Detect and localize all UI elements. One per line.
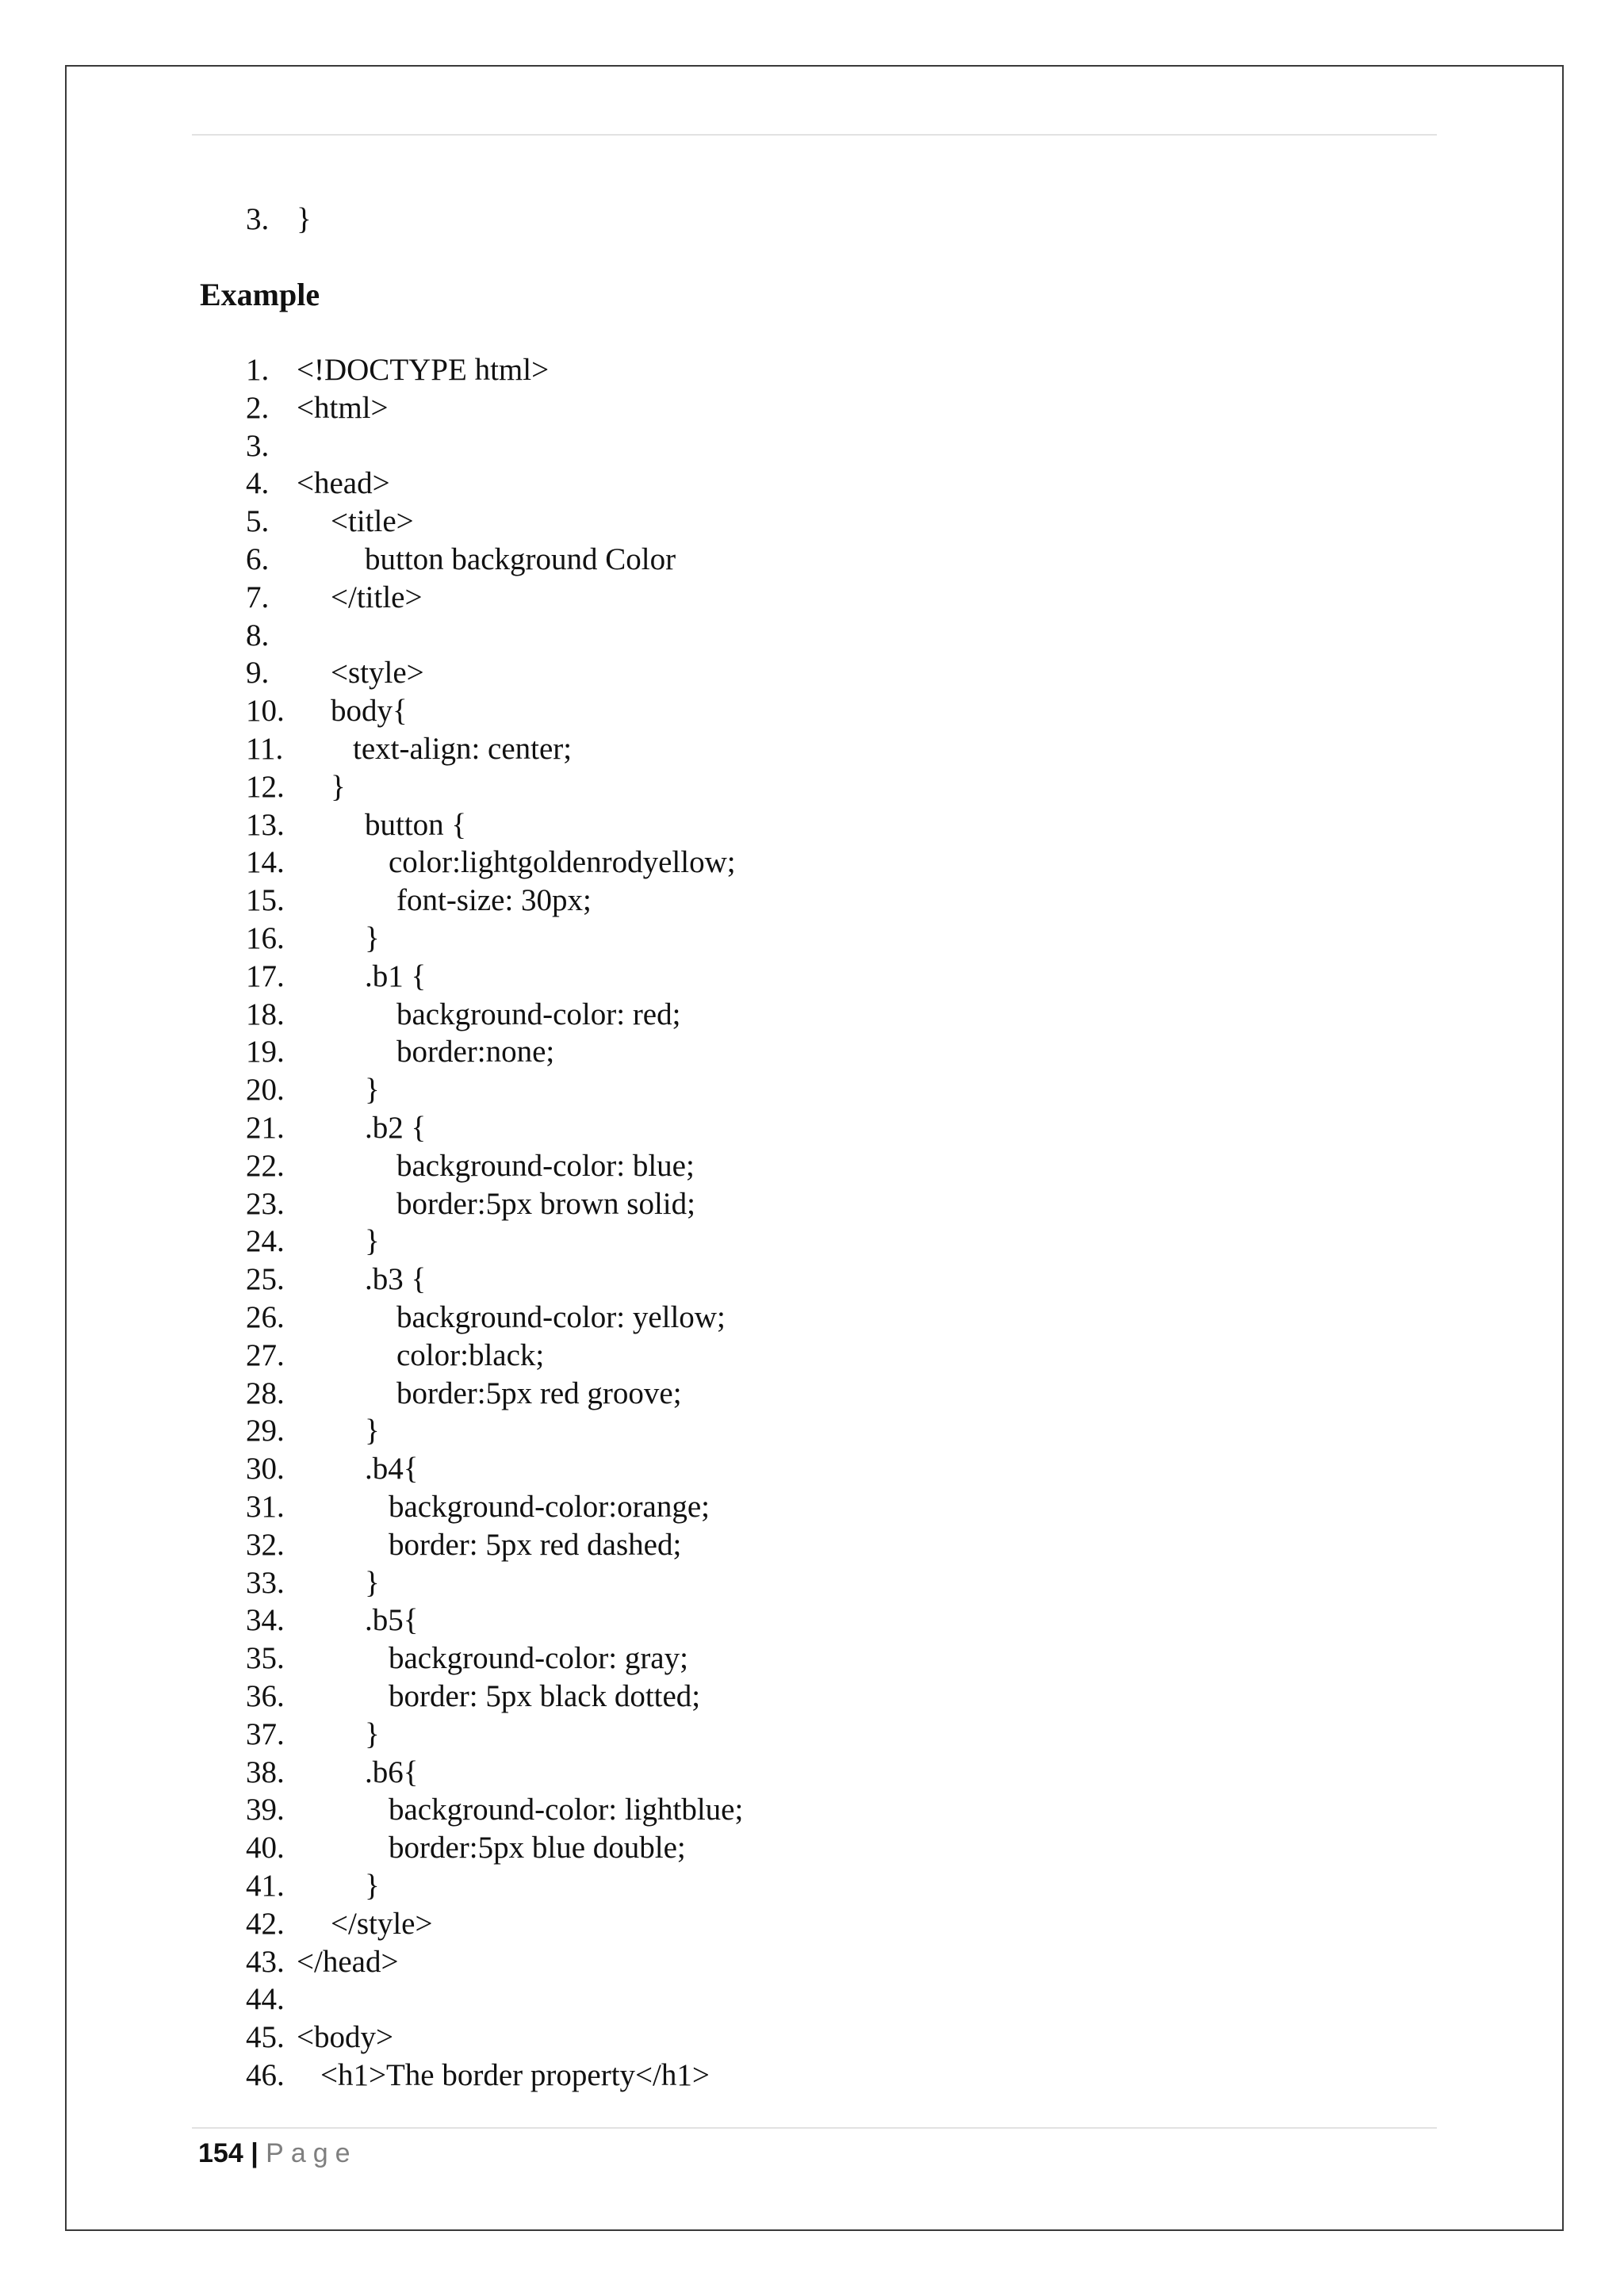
code-text: text-align: center; [353, 732, 573, 766]
footer-rule [192, 2127, 1437, 2129]
code-text: } [365, 1716, 380, 1751]
line-number: 7. [246, 580, 270, 614]
line-number: 21. [246, 1111, 285, 1145]
line-number: 36. [246, 1679, 285, 1713]
code-text: border:5px blue double; [389, 1831, 686, 1866]
code-text: <h1>The border property</h1> [320, 2058, 710, 2092]
code-text: <head> [297, 466, 390, 501]
line-number: 32. [246, 1527, 285, 1562]
code-text: <!DOCTYPE html> [297, 353, 550, 387]
line-number: 9. [246, 656, 270, 691]
line-number: 6. [246, 542, 270, 576]
code-text: </title> [331, 580, 423, 614]
code-text: } [365, 921, 380, 955]
code-text: } [365, 1073, 380, 1108]
line-number: 30. [246, 1452, 285, 1487]
page-label: Page [266, 2138, 358, 2168]
code-text: <body> [297, 2020, 393, 2055]
line-number: 3. [246, 202, 270, 236]
code-text: <html> [297, 390, 389, 425]
line-number: 20. [246, 1073, 285, 1108]
line-number: 44. [246, 1982, 285, 2017]
code-text: } [365, 1414, 380, 1448]
line-number: 25. [246, 1262, 285, 1297]
code-text: body{ [331, 694, 408, 729]
line-number: 33. [246, 1565, 285, 1600]
code-text: background-color: gray; [389, 1641, 688, 1676]
line-number: 37. [246, 1716, 285, 1751]
code-text: } [331, 769, 346, 804]
code-text: border: 5px red dashed; [389, 1527, 682, 1562]
line-number: 23. [246, 1186, 285, 1221]
code-text: button { [365, 807, 467, 842]
line-number: 27. [246, 1337, 285, 1372]
page-border [65, 65, 1564, 2231]
code-text: background-color: red; [396, 997, 681, 1031]
line-number: 18. [246, 997, 285, 1031]
code-text: font-size: 30px; [396, 883, 592, 918]
line-number: 29. [246, 1414, 285, 1448]
code-text: border:5px red groove; [396, 1376, 682, 1410]
code-text: background-color: yellow; [396, 1300, 726, 1334]
line-number: 4. [246, 466, 270, 501]
line-number: 43. [246, 1944, 285, 1979]
line-number: 34. [246, 1603, 285, 1638]
page-footer [198, 2136, 358, 2171]
line-number: 14. [246, 845, 285, 880]
line-number: 40. [246, 1831, 285, 1866]
code-text: background-color:orange; [389, 1490, 710, 1524]
code-text: </head> [297, 1944, 399, 1979]
line-number: 35. [246, 1641, 285, 1676]
line-number: 2. [246, 390, 270, 425]
code-text: button background Color [365, 542, 676, 576]
line-number: 1. [246, 353, 270, 387]
code-text: border:5px brown solid; [396, 1186, 695, 1221]
code-text: } [365, 1565, 380, 1600]
line-number: 19. [246, 1035, 285, 1070]
code-text: } [365, 1869, 380, 1903]
line-number: 11. [246, 732, 284, 766]
line-number: 38. [246, 1755, 285, 1789]
code-text: .b4{ [365, 1452, 419, 1487]
line-number: 46. [246, 2058, 285, 2092]
code-text: color:lightgoldenrodyellow; [389, 845, 736, 880]
line-number: 39. [246, 1793, 285, 1827]
line-number: 12. [246, 769, 285, 804]
line-number: 26. [246, 1300, 285, 1334]
code-text: .b1 { [365, 959, 427, 993]
line-number: 42. [246, 1906, 285, 1941]
code-text: border: 5px black dotted; [389, 1679, 701, 1713]
line-number: 15. [246, 883, 285, 918]
code-text: .b2 { [365, 1111, 427, 1145]
code-text: </style> [331, 1906, 433, 1941]
line-number: 17. [246, 959, 285, 993]
code-text: .b5{ [365, 1603, 419, 1638]
code-text: color:black; [396, 1337, 545, 1372]
line-number: 8. [246, 618, 270, 652]
line-number: 41. [246, 1869, 285, 1903]
line-number: 16. [246, 921, 285, 955]
line-number: 31. [246, 1490, 285, 1524]
line-number: 28. [246, 1376, 285, 1410]
code-text: <style> [331, 656, 424, 691]
line-number: 5. [246, 504, 270, 539]
section-heading: Example [200, 277, 320, 312]
page-number: 154 [198, 2138, 243, 2168]
line-number: 10. [246, 694, 285, 729]
code-text: } [297, 202, 312, 236]
footer-separator: | [251, 2138, 259, 2168]
code-text: <title> [331, 504, 414, 539]
code-text: } [365, 1224, 380, 1259]
line-number: 22. [246, 1148, 285, 1183]
header-rule [192, 134, 1437, 136]
line-number: 13. [246, 807, 285, 842]
line-number: 3. [246, 428, 270, 463]
code-text: .b6{ [365, 1755, 419, 1789]
code-text: background-color: lightblue; [389, 1793, 744, 1827]
line-number: 24. [246, 1224, 285, 1259]
line-number: 45. [246, 2020, 285, 2055]
code-text: border:none; [396, 1035, 555, 1070]
code-text: background-color: blue; [396, 1148, 695, 1183]
code-text: .b3 { [365, 1262, 427, 1297]
